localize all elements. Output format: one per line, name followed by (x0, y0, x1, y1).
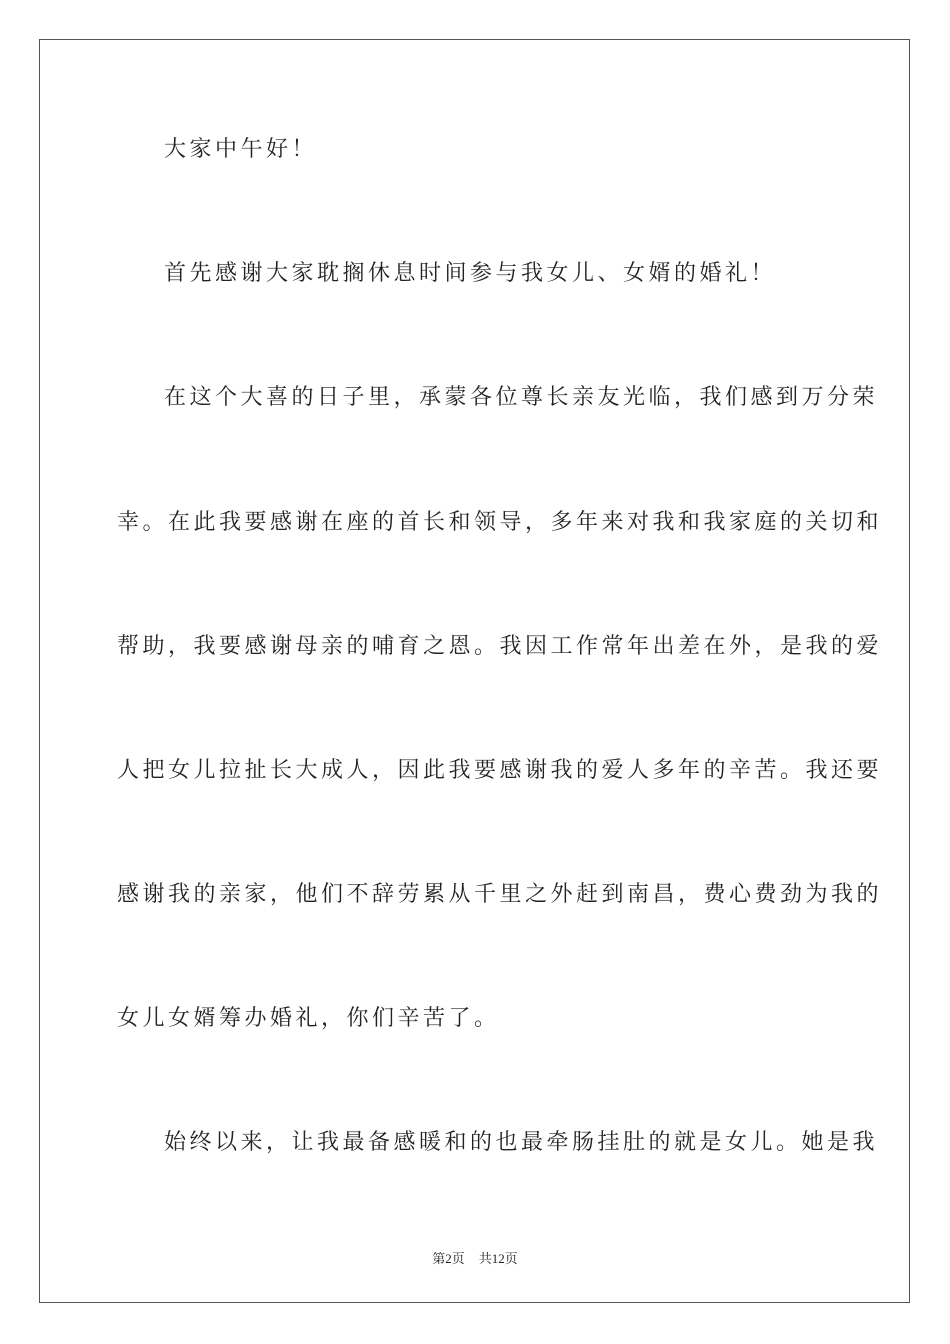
paragraph-line: 在这个大喜的日子里，承蒙各位尊长亲友光临，我们感到万分荣 (164, 385, 879, 410)
paragraph-line: 始终以来，让我最备感暖和的也最牵肠挂肚的就是女儿。她是我 (164, 1130, 879, 1155)
paragraph-line: 帮助，我要感谢母亲的哺育之恩。我因工作常年出差在外，是我的爱 (117, 634, 883, 659)
page-footer (0, 1248, 950, 1267)
page-total: 共12页 (478, 1251, 518, 1266)
paragraph-line: 人把女儿拉扯长大成人，因此我要感谢我的爱人多年的辛苦。我还要 (117, 758, 883, 783)
paragraph-line: 感谢我的亲家，他们不辞劳累从千里之外赶到南昌，费心费劲为我的 (117, 882, 883, 907)
paragraph-line: 首先感谢大家耽搁休息时间参与我女儿、女婿的婚礼！ (164, 261, 777, 286)
page-number: 第2页 (432, 1251, 465, 1266)
paragraph-line: 女儿女婿筹办婚礼，你们辛苦了。 (117, 1006, 500, 1031)
paragraph-line: 幸。在此我要感谢在座的首长和领导，多年来对我和我家庭的关切和 (117, 510, 883, 535)
page-frame (39, 39, 910, 1303)
greeting-line: 大家中午好！ (164, 137, 318, 162)
